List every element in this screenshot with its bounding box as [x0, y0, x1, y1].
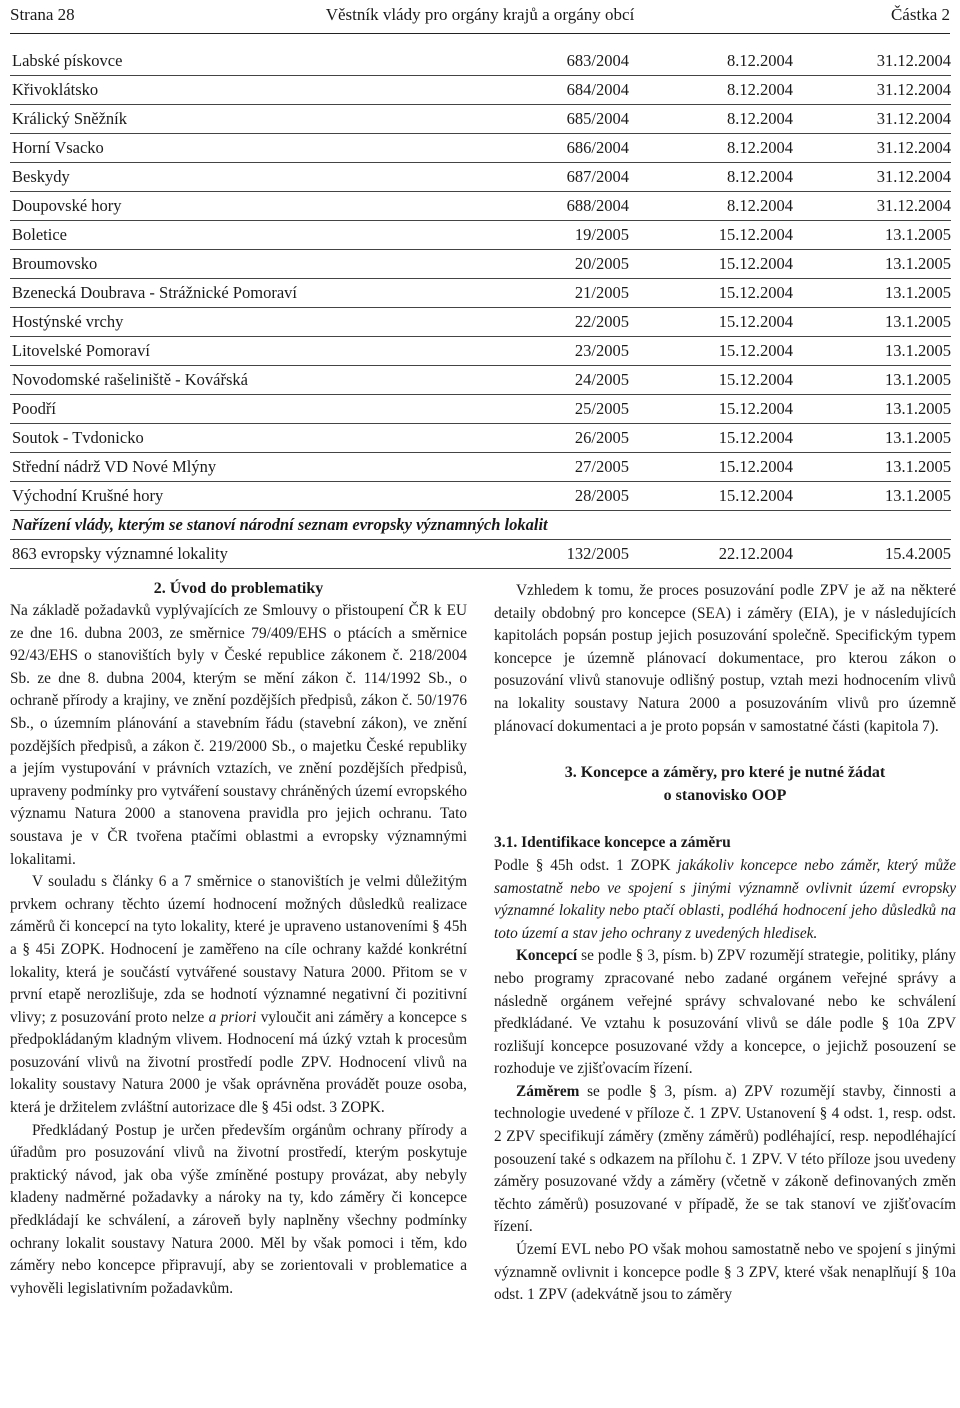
cell-name: Bzenecká Doubrava - Strážnické Pomoraví: [12, 283, 297, 302]
cell-name: Východní Krušné hory: [12, 486, 164, 505]
cell-date-effective: 13.1.2005: [885, 312, 951, 331]
table-row: [10, 105, 951, 134]
cell-name: Boletice: [12, 225, 67, 244]
section-heading-text: Nařízení vlády, kterým se stanoví národní seznam evropsky významných lokalit: [12, 515, 548, 534]
paragraph: Koncepcí se podle § 3, písm. b) ZPV rozumějí strategie, politiky, plány nebo programy zpracované nebo zadané orgánem veřejné správy a následně orgánem veřejné správy schvalované nebo ke schválení předkládané. Ve vztahu k posuzování vlivů se dále podle § 10a ZPV rozlišují koncepce posuzované vždy a koncepce, o jejichž posouzení se rozhoduje ve zjišťovacím řízení.: [494, 947, 956, 1078]
cell-date-issued: 15.12.2004: [718, 457, 793, 476]
cell-regulation-number: 683/2004: [566, 51, 629, 70]
cell-name: Novodomské rašeliniště - Kovářská: [12, 370, 248, 389]
issue-number: Částka 2: [890, 5, 950, 24]
cell-name: Soutok - Tvdonicko: [12, 428, 144, 447]
cell-regulation-number: 22/2005: [574, 312, 629, 331]
cell-date-effective: 31.12.2004: [876, 80, 951, 99]
publication-title: Věstník vlády pro orgány krajů a orgány obcí: [325, 5, 635, 24]
cell-name: Králický Sněžník: [12, 109, 128, 128]
table-row: [10, 134, 951, 163]
cell-regulation-number: 20/2005: [574, 254, 629, 273]
cell-date-effective: 31.12.2004: [876, 167, 951, 186]
cell-date-effective: 13.1.2005: [885, 399, 951, 418]
left-column: [10, 580, 467, 1300]
cell-date-issued: 8.12.2004: [727, 51, 793, 70]
cell-regulation-number: 685/2004: [566, 109, 629, 128]
page-header: [10, 2, 950, 28]
cell-date-effective: 15.4.2005: [885, 544, 951, 563]
subsection-title: 3.1. Identifikace koncepce a záměru: [494, 834, 731, 852]
table-row: [10, 250, 951, 279]
cell-name: Labské pískovce: [12, 51, 123, 70]
cell-date-effective: 31.12.2004: [876, 109, 951, 128]
cell-date-effective: 13.1.2005: [885, 457, 951, 476]
paragraph: Vzhledem k tomu, že proces posuzování podle ZPV je až na některé detaily obdobný pro koncepce (SEA) i záměry (EIA), je v následujících kapitolách popsán postup jejich posuzování společně. Specifickým typem koncepce je územně plánovací dokumentace, pro kterou zákon o posuzování vlivů stanovuje odlišný postup, vztah mezi hodnocením vlivů na lokality soustavy Natura 2000 a posuzováním vlivů pro územně plánovací dokumentaci a je proto popsán v samostatné části (kapitola 7).: [494, 582, 956, 735]
cell-date-effective: 13.1.2005: [885, 428, 951, 447]
cell-name: Hostýnské vrchy: [12, 312, 124, 331]
cell-name: Střední nádrž VD Nové Mlýny: [12, 457, 217, 476]
cell-regulation-number: 23/2005: [574, 341, 629, 360]
cell-date-effective: 13.1.2005: [885, 225, 951, 244]
table-row: [10, 47, 951, 76]
cell-date-issued: 15.12.2004: [718, 341, 793, 360]
cell-regulation-number: 19/2005: [574, 225, 629, 244]
cell-date-issued: 15.12.2004: [718, 283, 793, 302]
regulations-table: [10, 47, 951, 569]
cell-name: Horní Vsacko: [12, 138, 104, 157]
paragraph: Území EVL nebo PO však mohou samostatně nebo ve spojení s jinými významně ovlivnit i koncepce podle § 3 ZPV, které však nenaplňují § 10a odst. 1 ZPV (adekvátně jsou to záměry: [494, 1241, 956, 1304]
cell-date-issued: 15.12.2004: [718, 399, 793, 418]
table-row: [10, 279, 951, 308]
cell-regulation-number: 21/2005: [574, 283, 629, 302]
section-title-2: 2. Úvod do problematiky: [153, 580, 324, 597]
cell-regulation-number: 27/2005: [574, 457, 629, 476]
cell-name: Broumovsko: [12, 254, 98, 273]
cell-name: Křivoklátsko: [12, 80, 99, 99]
cell-name: 863 evropsky významné lokality: [12, 544, 228, 563]
table-row: [10, 395, 951, 424]
paragraph: Na základě požadavků vyplývajících ze Smlouvy o přistoupení ČR k EU ze dne 16. dubna 2003, ze směrnice 79/409/EHS o ptácích a směrnice 92/43/EHS o stanovištích byly v České republice zákonem č. 218/2004 Sb. ze dne 8. dubna 2004, kterým se mění zákon č. 114/1992 Sb., o ochraně přírody a krajiny, ve znění pozdějších předpisů, zákon č. 50/1976 Sb., o územním plánování a stavebním řádu (stavební zákon), ve znění pozdějších předpisů, a zákon č. 219/2000 Sb., o majetku České republiky a jejím vystupování v právních vztazích, ve znění pozdějších předpisů, upraveny podmínky pro vytváření soustavy chráněných území evropského významu Natura 2000 a stanovena pravidla pro jejich ochranu. Tato soustava je v ČR tvořena ptačími oblastmi a evropsky významnými lokalitami.: [10, 602, 467, 868]
cell-date-issued: 15.12.2004: [718, 254, 793, 273]
cell-regulation-number: 687/2004: [566, 167, 629, 186]
cell-date-issued: 15.12.2004: [718, 225, 793, 244]
cell-date-issued: 8.12.2004: [727, 109, 793, 128]
section-title-3: 3. Koncepce a záměry, pro které je nutné žádat o stanovisko OOP: [564, 764, 886, 804]
table-row: [10, 540, 951, 569]
table-row: [10, 424, 951, 453]
cell-date-issued: 15.12.2004: [718, 312, 793, 331]
cell-regulation-number: 684/2004: [566, 80, 629, 99]
table-row: [10, 366, 951, 395]
cell-regulation-number: 24/2005: [574, 370, 629, 389]
paragraph: Předkládaný Postup je určen především orgánům ochrany přírody a úřadům pro posuzování vlivů na životní prostředí, kterým poskytuje praktický návod, jak oba výše zmíněné postupy provázat, aby nebyly kladeny nadměrné požadavky a nároky na ty, kdo záměry či koncepce předkládají ke schválení, a zároveň byly naplněny všechny podmínky ochrany lokalit soustavy Natura 2000. Měl by však pomoci i těm, kdo záměry nebo koncepce připravují, aby se zorientovali v problematice a vyhověli legislativním požadavkům.: [10, 1121, 467, 1297]
cell-date-issued: 15.12.2004: [718, 370, 793, 389]
header-rule: [10, 33, 950, 34]
paragraph: Záměrem se podle § 3, písm. a) ZPV rozumějí stavby, činnosti a technologie uvedené v příloze č. 1 ZPV. Ustanovení § 4 odst. 1, resp. odst. 2 ZPV specifikují záměry (změny záměrů) podléhající, resp. nepodléhající posouzení také s odkazem na přílohu č. 1 ZPV. V této příloze jsou uvedeny záměry posuzované vždy a záměry (včetně v zákoně definovaných změn těchto záměrů) posuzované v případě, že se tak stanoví ve zjišťovacím řízení.: [494, 1082, 956, 1236]
cell-date-issued: 15.12.2004: [718, 486, 793, 505]
table-section-heading: [10, 511, 951, 540]
cell-date-effective: 13.1.2005: [885, 341, 951, 360]
cell-regulation-number: 132/2005: [566, 544, 629, 563]
cell-date-issued: 22.12.2004: [718, 544, 793, 563]
cell-name: Poodří: [12, 399, 57, 418]
cell-regulation-number: 688/2004: [566, 196, 629, 215]
cell-date-issued: 15.12.2004: [718, 428, 793, 447]
cell-date-effective: 13.1.2005: [885, 254, 951, 273]
paragraph: V souladu s články 6 a 7 směrnice o stanovištích je velmi důležitým prvkem ochrany těchto území hodnocení možných důsledků realizace záměrů či koncepcí na tyto lokality, které je upraveno ustanoveními § 45h a § 45i ZOPK. Hodnocení je zaměřeno na cíle ochrany každé konkrétní lokality, která je součástí vytvářené soustavy Natura 2000. Přitom se v první etapě nerozlišuje, zda se hodnotí významné negativní či pozitivní vlivy; z posuzování proto nelze a priori vyloučit ani záměry a koncepce s předpokládaným kladným vlivem. Hodnocení má úzký vztah k procesům posuzování vlivů na životní prostředí podle ZPV. Hodnocení vlivů na lokality soustavy Natura 2000 je však oprávněna provádět pouze osoba, která je držitelem zvláštní autorizace dle § 45i odst. 3 ZOPK.: [10, 873, 467, 1117]
cell-date-effective: 31.12.2004: [876, 51, 951, 70]
cell-regulation-number: 686/2004: [566, 138, 629, 157]
cell-date-effective: 31.12.2004: [876, 196, 951, 215]
cell-regulation-number: 25/2005: [574, 399, 629, 418]
cell-name: Doupovské hory: [12, 196, 122, 215]
cell-date-issued: 8.12.2004: [727, 138, 793, 157]
table-row: [10, 453, 951, 482]
table-row: [10, 192, 951, 221]
cell-date-effective: 13.1.2005: [885, 486, 951, 505]
table-row: [10, 163, 951, 192]
cell-date-issued: 8.12.2004: [727, 167, 793, 186]
cell-regulation-number: 26/2005: [574, 428, 629, 447]
cell-regulation-number: 28/2005: [574, 486, 629, 505]
cell-date-effective: 13.1.2005: [885, 283, 951, 302]
cell-date-effective: 13.1.2005: [885, 370, 951, 389]
cell-name: Litovelské Pomoraví: [12, 341, 150, 360]
cell-date-issued: 8.12.2004: [727, 196, 793, 215]
paragraph: Podle § 45h odst. 1 ZOPK jakákoliv koncepce nebo záměr, který může samostatně nebo ve spojení s jinými významně ovlivnit území evropsky významné lokality nebo ptačí oblasti, podléhá hodnocení jeho důsledků na toto území a stav jeho ochrany z uvedených hledisek.: [494, 856, 956, 942]
table-row: [10, 482, 951, 511]
cell-date-issued: 8.12.2004: [727, 80, 793, 99]
right-column: [494, 580, 956, 1307]
table-row: [10, 308, 951, 337]
cell-name: Beskydy: [12, 167, 70, 186]
table-row: [10, 221, 951, 250]
table-row: [10, 76, 951, 105]
cell-date-effective: 31.12.2004: [876, 138, 951, 157]
table-row: [10, 337, 951, 366]
page-number: Strana 28: [10, 5, 75, 24]
